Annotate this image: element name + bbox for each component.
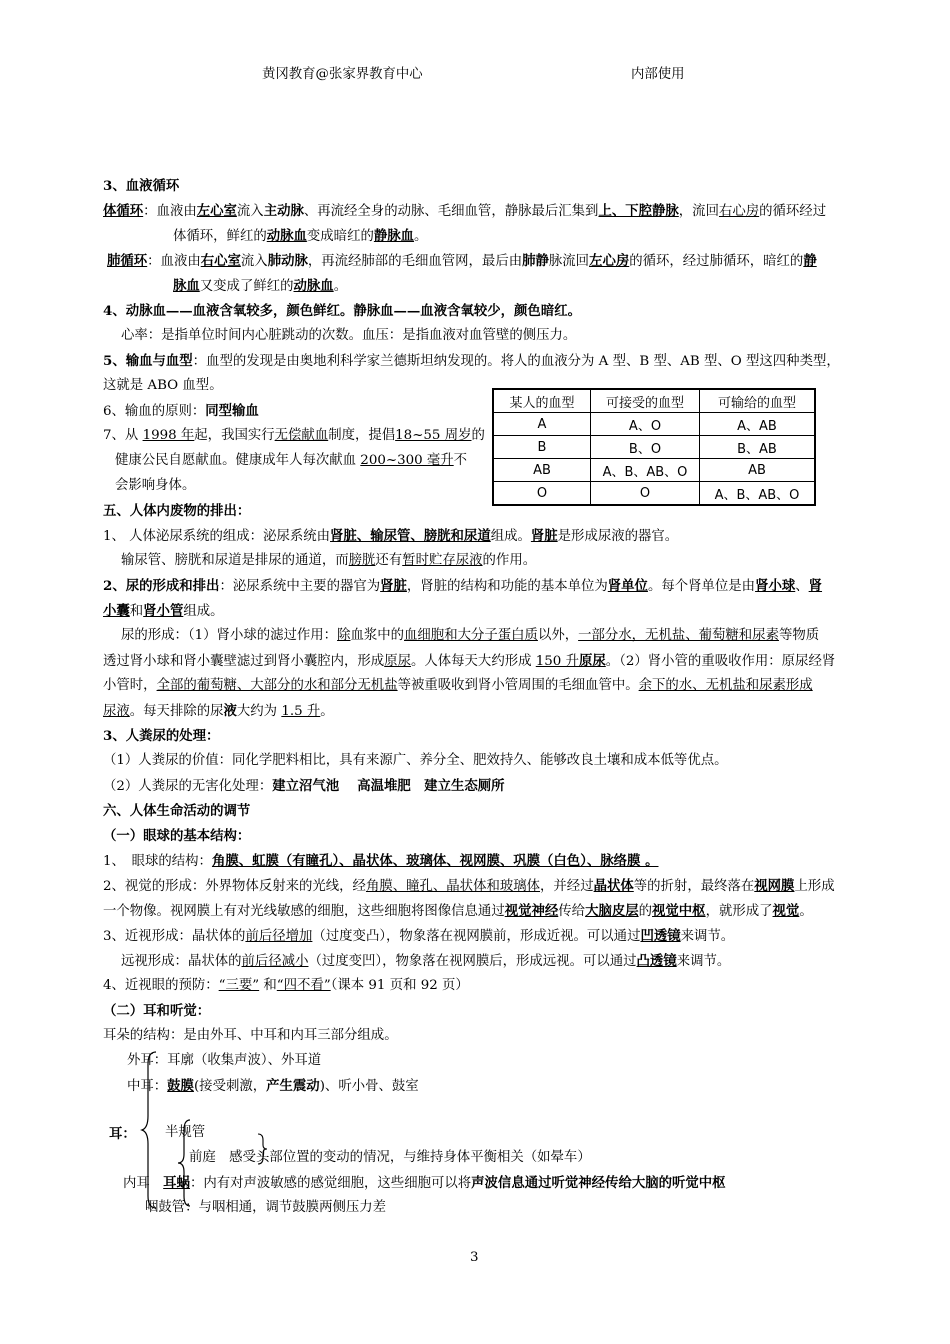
eustachian-tube: 咽鼓管：与咽相通，调节鼓膜两侧压力差 xyxy=(145,1200,387,1215)
text: 起，我国实行 xyxy=(194,428,275,443)
term: 耳蜗 xyxy=(163,1175,190,1191)
text: 中耳： xyxy=(127,1079,168,1094)
term: 5、输血与血型 xyxy=(103,353,193,369)
vision-formation-line2 xyxy=(103,902,813,921)
text: ：泌尿系统中主要的器官为 xyxy=(219,579,381,594)
text: 1、 人体泌尿系统的组成：泌尿系统由 xyxy=(103,529,331,544)
urinary-passage xyxy=(121,552,536,570)
term: 左心房 xyxy=(589,253,630,269)
term: 18~55 周岁 xyxy=(395,428,472,443)
text: )、听小骨、鼓室 xyxy=(319,1079,419,1094)
text: 的循环经过 xyxy=(759,204,827,219)
term: 大脑皮层 xyxy=(585,903,639,919)
text: 2、视觉的形成：外界物体反射来的光线，经 xyxy=(103,879,366,894)
text: 、 xyxy=(795,579,809,594)
text: ：血液由 xyxy=(143,204,197,219)
section-waste-excretion: 五、人体内废物的排出： xyxy=(103,503,251,519)
outer-ear: 外耳：耳廓（收集声波）、外耳道 xyxy=(127,1053,322,1068)
urine-process-line3 xyxy=(103,677,813,695)
text: ，再流经肺部的毛细血管网，最后由 xyxy=(307,254,523,269)
text: 。（2）肾小管的重吸收作用：原尿经肾 xyxy=(605,654,836,669)
header-right: 内部使用 xyxy=(631,67,685,82)
term: 1998 年 xyxy=(142,428,195,443)
text: 等被重吸收到肾小管周围的毛细血管中。 xyxy=(397,678,639,693)
myopia-prevention xyxy=(103,977,469,995)
body-circulation-line2 xyxy=(173,227,427,246)
eye-structure xyxy=(103,852,659,871)
text: 等的折射，最终落在 xyxy=(633,879,755,894)
term: 右心房 xyxy=(718,204,760,219)
table-header: 某人的血型 xyxy=(493,389,591,413)
text: 变成暗红的 xyxy=(306,229,374,244)
urine-process-line4 xyxy=(103,702,334,721)
term: 上、下腔静脉 xyxy=(598,203,679,219)
text: （2）人粪尿的无害化处理： xyxy=(103,779,273,794)
text: 又变成了鲜红的 xyxy=(199,279,294,294)
text: 、再流经全身的动脉、毛细血管，静脉最后汇集到 xyxy=(303,204,599,219)
term: 暂时贮存尿液 xyxy=(402,553,483,568)
term: 尿液 xyxy=(103,704,130,719)
term: 声波信息通过听觉神经传给大脑的听觉中枢 xyxy=(471,1175,726,1191)
table-header-row xyxy=(493,389,815,413)
text: 。 xyxy=(333,279,348,294)
text: 等物质 xyxy=(778,628,820,643)
term: 肺循环 xyxy=(107,253,148,269)
text: ：血型的发现是由奥地利科学家兰德斯坦纳发现的。将人的血液分为 A 型、B 型、AB 型、O 型这四种类型， xyxy=(192,354,840,369)
table-cell: B、O xyxy=(591,436,700,459)
myopia xyxy=(103,927,734,946)
table-cell: AB xyxy=(493,459,591,482)
term: 体循环 xyxy=(103,203,144,219)
term: 脉血 xyxy=(173,278,200,294)
urinary-system xyxy=(103,527,678,546)
term: 肾脏 xyxy=(380,578,407,594)
transfusion-principle xyxy=(103,402,259,421)
term: 膀胱 xyxy=(348,553,376,568)
vestibule: 前庭 感受头部位置的变动的情况，与维持身体平衡相关（如晕车） xyxy=(189,1150,591,1165)
text: 制度，提倡 xyxy=(328,428,396,443)
term: “四不看” xyxy=(276,978,331,993)
term: 建立沼气池 高温堆肥 建立生态厕所 xyxy=(272,778,505,794)
text: 。 xyxy=(320,704,334,719)
text: 一个物像。视网膜上有对光线敏感的细胞，这些细胞将图像信息通过 xyxy=(103,904,505,919)
term: 产生震动 xyxy=(266,1078,320,1094)
term: 静脉血 xyxy=(373,228,415,244)
term: 静 xyxy=(803,253,817,269)
term: 肺动脉 xyxy=(267,253,308,269)
text: ，肾脏的结构和功能的基本单位为 xyxy=(406,579,608,594)
blood-donation-line2 xyxy=(115,452,467,470)
text: 。人体每天大约形成 xyxy=(410,654,536,669)
table-cell: B、AB xyxy=(700,436,816,459)
table-cell: A、O xyxy=(591,413,700,436)
page-number: 3 xyxy=(470,1250,479,1265)
table-row xyxy=(493,482,815,506)
text: ：内有对声波敏感的感觉细胞，这些细胞可以将 xyxy=(189,1176,472,1191)
term: 原尿 xyxy=(384,654,411,669)
term: 动脉血 xyxy=(266,228,307,244)
text: ：血液由 xyxy=(147,254,201,269)
urine-formation-line1 xyxy=(103,577,822,596)
text: 组成。 xyxy=(183,604,224,619)
table-header: 可输给的血型 xyxy=(700,389,816,413)
term: 1.5 升 xyxy=(281,704,321,719)
term: 150 升 xyxy=(535,654,579,669)
text: （过度变凹），物象落在视网膜后，形成远视。可以通过 xyxy=(308,954,637,969)
text: 以外， xyxy=(537,628,579,643)
term: 晶状体 xyxy=(593,878,634,894)
text: 健康公民自愿献血。健康成年人每次献血 xyxy=(115,453,361,468)
text: 的 xyxy=(471,428,485,443)
term: 肾 xyxy=(808,578,823,594)
text: 体循环，鲜红的 xyxy=(173,229,267,244)
heart-rate-pressure: 心率：是指单位时间内心脏跳动的次数。血压：是指血液对血管壁的侧压力。 xyxy=(121,328,577,343)
lung-circulation-line1 xyxy=(107,252,817,271)
term: “三要” xyxy=(218,978,260,993)
text: 远视形成：晶状体的 xyxy=(121,954,242,969)
table-cell: O xyxy=(493,482,591,506)
term: 肾小管 xyxy=(143,603,184,619)
table-header: 可接受的血型 xyxy=(591,389,700,413)
table-cell: A xyxy=(493,413,591,436)
section-life-regulation: 六、人体生命活动的调节 xyxy=(103,803,251,819)
text: 3、近视形成：晶状体的 xyxy=(103,929,246,944)
text: 。 xyxy=(799,904,813,919)
hyperopia xyxy=(121,952,730,971)
urine-process-line1 xyxy=(121,627,819,645)
blood-type-table xyxy=(492,388,816,506)
term: 视网膜 xyxy=(754,878,795,894)
table-row xyxy=(493,413,815,436)
text: 还有 xyxy=(375,553,403,568)
term: 肺静 xyxy=(522,253,549,269)
table-cell: A、B、AB、O xyxy=(591,459,700,482)
term: 角膜、虹膜（有瞳孔）、晶状体、玻璃体、视网膜、巩膜（白色）、脉络膜 。 xyxy=(211,853,659,869)
term: 余下的水、无机盐和尿素形成 xyxy=(638,678,813,693)
text: 。每天排除的尿 xyxy=(129,704,224,719)
semicircular-canal: 半规管 xyxy=(165,1125,206,1140)
header-left: 黄冈教育@张家界教育中心 xyxy=(262,67,423,82)
blood-donation-line1 xyxy=(103,427,485,445)
ear-structure: 耳朵的结构：是由外耳、中耳和内耳三部分组成。 xyxy=(103,1028,398,1043)
text: 。 xyxy=(414,229,428,244)
ear-title: （二）耳和听觉： xyxy=(103,1003,211,1019)
table-cell: A、AB xyxy=(700,413,816,436)
text: 尿的形成：（1）肾小球的滤过作用： xyxy=(121,628,338,643)
term: 凸透镜 xyxy=(636,953,677,969)
text: 上形成 xyxy=(794,879,835,894)
blood-donation-line3: 会影响身体。 xyxy=(115,478,196,493)
text: 的循环，经过肺循环，暗红的 xyxy=(629,254,804,269)
table-cell: B xyxy=(493,436,591,459)
text: ，就形成了 xyxy=(705,904,773,919)
term: 除 xyxy=(337,628,351,643)
text: 4、近视眼的预防： xyxy=(103,978,219,993)
text: （课本 91 页和 92 页） xyxy=(330,978,469,993)
text: 来调节。 xyxy=(676,954,731,969)
term: 视觉神经 xyxy=(504,903,559,919)
table-cell: A、B、AB、O xyxy=(700,482,816,506)
term: 2、尿的形成和排出 xyxy=(103,578,220,594)
table-row xyxy=(493,459,815,482)
text: ，流回 xyxy=(678,204,719,219)
term: 动脉血 xyxy=(293,278,334,294)
term: 同型输血 xyxy=(205,403,259,419)
term: 视觉中枢 xyxy=(652,903,706,919)
vision-formation-line1 xyxy=(103,877,835,896)
text: 的作用。 xyxy=(482,553,537,568)
eye-structure-title: （一）眼球的基本结构： xyxy=(103,828,251,844)
arterial-venous-blood: 4、动脉血——血液含氧较多，颜色鲜红。静脉血——血液含氧较少，颜色暗红。 xyxy=(103,303,581,319)
term: 小囊 xyxy=(103,603,130,619)
term: 200~300 毫升 xyxy=(360,453,454,468)
text: （过度变凸），物象落在视网膜前，形成近视。可以通过 xyxy=(312,929,641,944)
term: 血细胞和大分子蛋白质 xyxy=(404,628,538,643)
term: 肾单位 xyxy=(607,578,648,594)
term: 液 xyxy=(223,703,237,719)
text: 1、 眼球的结构： xyxy=(103,854,212,869)
text: 流入 xyxy=(240,254,268,269)
term: 肾小球 xyxy=(755,578,796,594)
urine-formation-line2 xyxy=(103,602,224,621)
text: 是形成尿液的器官。 xyxy=(557,529,679,544)
feces-treatment-title: 3、人粪尿的处理： xyxy=(103,728,220,744)
text: ，并经过 xyxy=(540,879,594,894)
text: 的 xyxy=(638,904,653,919)
text: 脉流回 xyxy=(548,254,590,269)
term: 视觉 xyxy=(772,903,800,919)
term: 凹透镜 xyxy=(640,928,681,944)
text: 和 xyxy=(129,604,144,619)
term: 无偿献血 xyxy=(274,428,329,443)
term: 角膜、瞳孔、晶状体和玻璃体 xyxy=(365,879,541,894)
term: 前后径增加 xyxy=(245,929,313,944)
text: (接受刺激， xyxy=(193,1079,267,1094)
term: 前后径减小 xyxy=(241,954,309,969)
section-blood-circulation: 3、血液循环 xyxy=(103,178,180,194)
transfusion-blood-type-line2: 这就是 ABO 血型。 xyxy=(103,378,223,393)
term: 左心室 xyxy=(196,203,237,219)
table-cell: AB xyxy=(700,459,816,482)
text: 输尿管、膀胱和尿道是排尿的通道，而 xyxy=(121,553,349,568)
text: 来调节。 xyxy=(680,929,735,944)
text: 大约为 xyxy=(236,704,282,719)
text: 7、从 xyxy=(103,428,143,443)
text: 血浆中的 xyxy=(350,628,405,643)
lung-circulation-line2 xyxy=(173,277,347,296)
table-cell: O xyxy=(591,482,700,506)
text: 小管时， xyxy=(103,678,157,693)
text: 不 xyxy=(453,453,468,468)
middle-ear xyxy=(127,1077,419,1096)
term: 原尿 xyxy=(578,653,606,669)
feces-value: （1）人粪尿的价值：同化学肥料相比，具有来源广、养分全、肥效持久、能够改良土壤和成本低等优点。 xyxy=(103,753,728,768)
term: 右心室 xyxy=(200,253,241,269)
text: 。每个肾单位是由 xyxy=(647,579,756,594)
text: 6、输血的原则： xyxy=(103,404,206,419)
text: 组成。 xyxy=(490,529,531,544)
text: 透过肾小球和肾小囊壁滤过到肾小囊腔内，形成 xyxy=(103,654,385,669)
ear-label: 耳： xyxy=(109,1126,136,1142)
term: 肾脏 xyxy=(530,528,558,544)
text: 和 xyxy=(259,978,277,993)
body-circulation-line1 xyxy=(103,202,826,221)
urine-process-line2 xyxy=(103,652,835,671)
feces-harmless xyxy=(103,777,505,796)
transfusion-blood-type-line1 xyxy=(103,352,840,371)
term: 全部的葡萄糖、大部分的水和部分无机盐 xyxy=(156,678,398,693)
term: 主动脉 xyxy=(263,203,304,219)
text: 内耳 xyxy=(123,1176,150,1191)
term: 一部分水，无机盐、葡萄糖和尿素 xyxy=(578,628,779,643)
table-row xyxy=(493,436,815,459)
term: 肾脏、输尿管、膀胱和尿道 xyxy=(330,528,491,544)
term: 鼓膜 xyxy=(167,1078,194,1094)
text: 流入 xyxy=(236,204,264,219)
inner-ear xyxy=(123,1174,726,1193)
text: 传给 xyxy=(558,904,586,919)
